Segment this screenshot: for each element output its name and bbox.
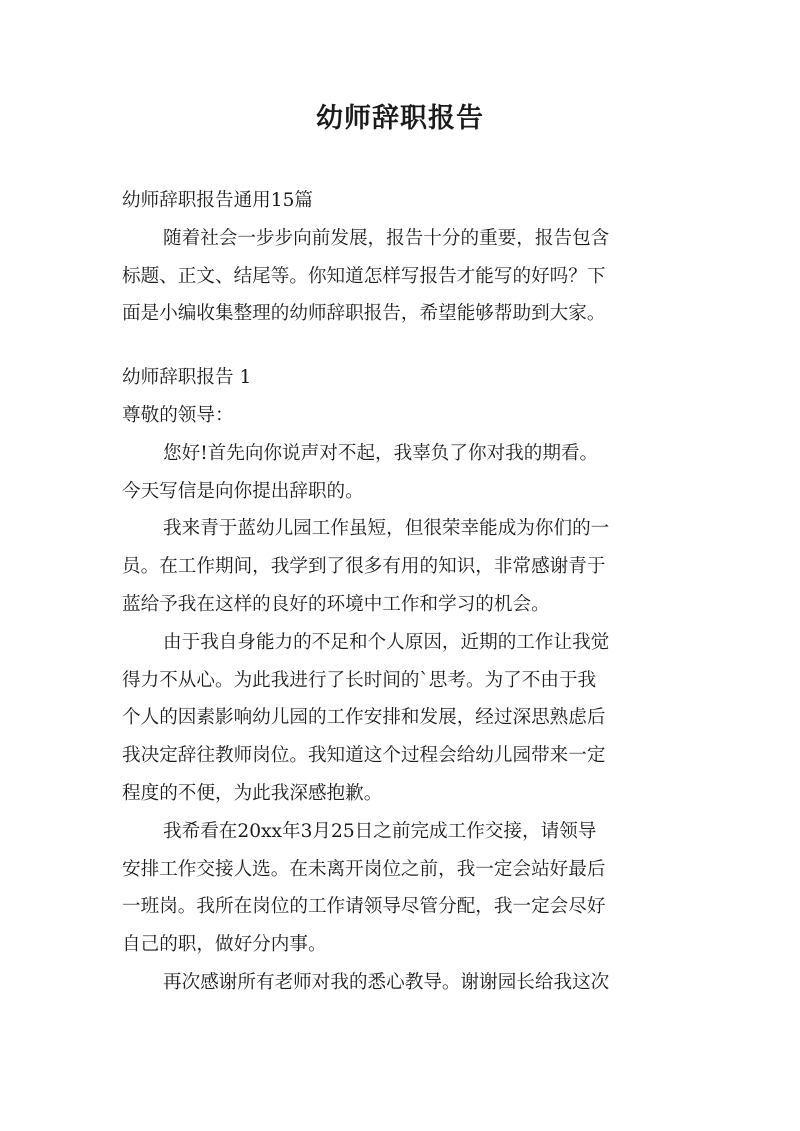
- paragraph-line: 我希看在20xx年3月25日之前完成工作交接，请领导: [163, 820, 597, 842]
- document-body: [122, 182, 692, 1002]
- paragraph-line: 您好!首先向你说声对不起，我辜负了你对我的期看。: [163, 442, 599, 464]
- section-heading: 幼师辞职报告 1: [122, 367, 252, 389]
- intro-line: 随着社会一步步向前发展，报告十分的重要，报告包含: [163, 227, 610, 249]
- paragraph-line: 今天写信是向你提出辞职的。: [122, 480, 364, 502]
- letter-paragraph: [122, 435, 692, 511]
- letter-paragraph: [122, 813, 692, 964]
- letter-paragraph: [122, 510, 692, 623]
- paragraph-line: 我决定辞往教师岗位。我知道这个过程会给幼儿园带来一定: [122, 745, 606, 767]
- paragraph-line: 一班岗。我所在岗位的工作请领导尽管分配，我一定会尽好: [122, 896, 606, 918]
- document-subtitle: 幼师辞职报告通用15篇: [122, 190, 314, 211]
- paragraph-line: 自己的职，做好分内事。: [122, 934, 327, 956]
- intro-paragraph: [122, 220, 692, 333]
- section-spacer: [122, 333, 692, 359]
- intro-line: 标题、正文、结尾等。你知道怎样写报告才能写的好吗？下: [122, 265, 606, 287]
- paragraph-line: 员。在工作期间，我学到了很多有用的知识，非常感谢青于: [122, 556, 606, 578]
- paragraph-line: 我来青于蓝幼儿园工作虽短，但很荣幸能成为你们的一: [163, 518, 610, 540]
- paragraph-line: 个人的因素影响幼儿园的工作安排和发展，经过深思熟虑后: [122, 707, 606, 729]
- paragraph-line: 由于我自身能力的不足和个人原因，近期的工作让我觉: [163, 631, 610, 653]
- intro-line: 面是小编收集整理的幼师辞职报告，希望能够帮助到大家。: [122, 303, 606, 325]
- document-title: 幼师辞职报告: [316, 103, 484, 134]
- paragraph-line: 再次感谢所有老师对我的悉心教导。谢谢园长给我这次: [163, 971, 610, 993]
- paragraph-line: 程度的不便，为此我深感抱歉。: [122, 782, 383, 804]
- salutation: 尊敬的领导：: [122, 404, 234, 426]
- paragraph-line: 得力不从心。为此我进行了长时间的`思考。为了不由于我: [122, 669, 597, 691]
- letter-paragraph: [122, 624, 692, 813]
- letter-paragraph: [122, 964, 692, 1002]
- paragraph-line: 安排工作交接人选。在未离开岗位之前，我一定会站好最后: [122, 858, 606, 880]
- paragraph-line: 蓝给予我在这样的良好的环境中工作和学习的机会。: [122, 593, 550, 615]
